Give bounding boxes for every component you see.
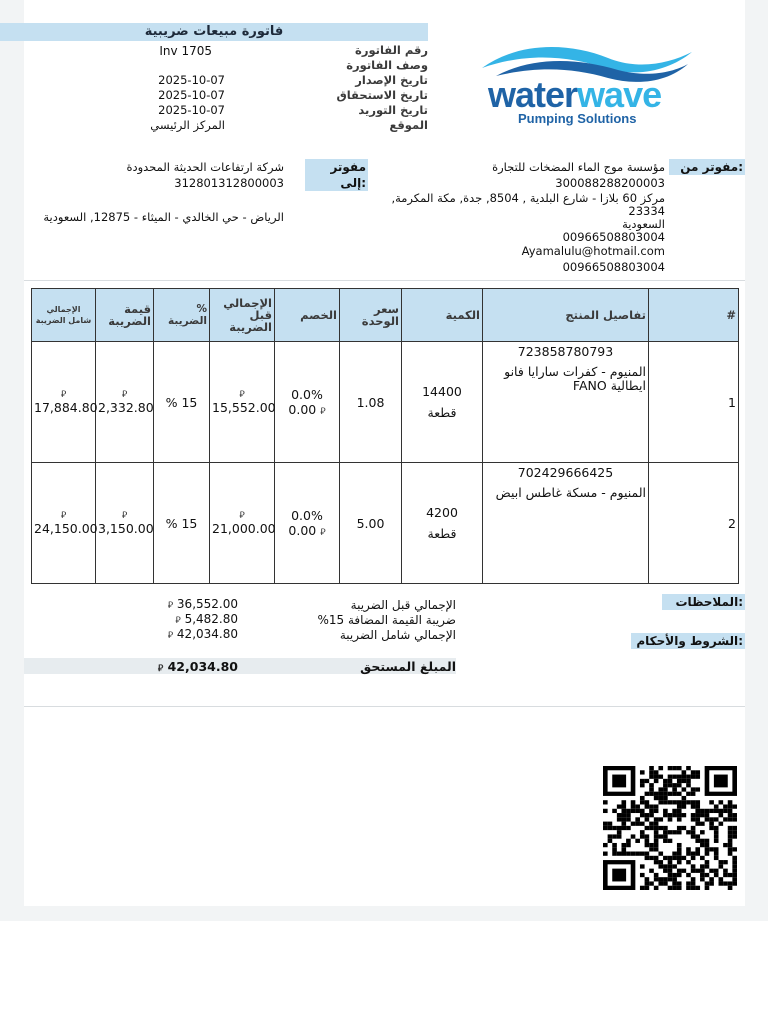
seller-phone-2: 00966508803004	[562, 260, 665, 274]
row-unit-price: 1.08	[340, 342, 402, 463]
invoice-number: Inv 1705	[159, 44, 212, 58]
row-discount-pct: 0.0%	[291, 387, 323, 402]
buyer-vat: 312801312800003	[174, 176, 284, 190]
riyal-icon: ⃁	[121, 511, 128, 521]
row-description: المنيوم - مسكة غاطس ابيض	[495, 485, 646, 500]
row-details	[483, 342, 649, 463]
invoice-title: فاتورة مبيعات ضريبية	[144, 24, 284, 39]
seller-email: Ayamalulu@hotmail.com	[521, 244, 665, 258]
riyal-icon: ⃁	[167, 631, 174, 641]
table-header-row	[32, 289, 739, 342]
seller-country: السعودية	[622, 217, 665, 231]
grand-total-label: الإجمالي شامل الضريبة	[339, 628, 456, 642]
terms-label: الشروط والأحكام:	[631, 633, 745, 649]
riyal-icon: ⃁	[167, 601, 174, 611]
seller-postal: 23334	[628, 204, 665, 218]
header-details: تفاصيل المنتج	[483, 289, 649, 342]
row-qty-cell	[402, 342, 483, 463]
riyal-icon: ⃁	[60, 390, 67, 400]
table-row	[32, 342, 739, 463]
seller-phone: 00966508803004	[562, 230, 665, 244]
header-tax-pct: % الضريبة	[154, 289, 210, 342]
seller-address: مركز 60 بلازا - شارع البلدية , 8504, جدة, مكة المكرمة,	[391, 191, 665, 205]
row-code: 702429666425	[517, 465, 614, 480]
table-row	[32, 463, 739, 584]
row-details	[483, 463, 649, 584]
row-tax-value: 2,332.80	[98, 400, 154, 415]
amount-due-label: المبلغ المستحق	[360, 659, 456, 674]
grand-total: ⃁ 42,034.80	[167, 627, 238, 641]
row-code: 723858780793	[517, 344, 614, 359]
riyal-icon: ⃁	[239, 390, 245, 400]
divider	[24, 280, 745, 281]
footer-divider	[24, 706, 745, 707]
riyal-icon: ⃁	[320, 528, 326, 538]
row-qty: 14400	[422, 384, 462, 399]
issue-date: 2025-10-07	[158, 73, 225, 87]
logo-word-water: water	[488, 74, 578, 115]
row-discount-pct: 0.0%	[291, 508, 323, 523]
row-tax-pct: 15 %	[154, 463, 210, 584]
amount-due: ⃁ 42,034.80	[157, 659, 238, 674]
items-table	[31, 288, 739, 584]
seller-name: مؤسسة موج الماء المضخات للتجارة	[492, 160, 665, 174]
row-discount-value: 0.00 ⃁	[288, 523, 326, 538]
riyal-icon: ⃁	[121, 390, 128, 400]
header-qty: الكمية	[402, 289, 483, 342]
header-discount: الخصم	[275, 289, 340, 342]
vat-label: ضريبة القيمة المضافة 15%	[317, 613, 456, 627]
row-num: 2	[649, 463, 739, 584]
header-tax-value: قيمة الضريبة	[96, 289, 154, 342]
seller-label: مفوتر من:	[669, 159, 745, 175]
due-date: 2025-10-07	[158, 88, 225, 102]
invoice-number-label: رقم الفاتورة	[355, 43, 428, 57]
header-pre-tax: الإجمالي قبل الضريبة	[210, 289, 275, 342]
invoice-description-label: وصف الفاتورة	[346, 58, 428, 72]
row-total: 24,150.00	[34, 521, 98, 536]
row-discount-cell	[275, 463, 340, 584]
row-unit: قطعة	[427, 526, 457, 541]
logo-tagline: Pumping Solutions	[518, 111, 637, 126]
buyer-name: شركة ارتفاعات الحديثة المحدودة	[126, 160, 284, 174]
supply-date: 2025-10-07	[158, 103, 225, 117]
notes-label: الملاحظات:	[662, 594, 745, 610]
riyal-icon: ⃁	[320, 407, 326, 417]
header-unit-price: سعر الوحدة	[340, 289, 402, 342]
pre-tax-total: ⃁ 36,552.00	[167, 597, 238, 611]
header-num: #	[649, 289, 739, 342]
location-label: الموقع	[389, 118, 428, 132]
row-total: 17,884.80	[34, 400, 98, 415]
issue-date-label: تاريخ الإصدار	[355, 73, 428, 87]
row-unit: قطعة	[427, 405, 457, 420]
supply-date-label: تاريخ التوريد	[358, 103, 428, 117]
location-value: المركز الرئيسي	[150, 118, 225, 132]
row-tax-value: 3,150.00	[98, 521, 154, 536]
right-margin	[745, 0, 768, 921]
zatca-qr-code	[603, 766, 737, 890]
left-margin	[0, 0, 24, 921]
row-total-cell	[32, 463, 96, 584]
buyer-address: الرياض - حي الخالدي - الميثاء - 12875, السعودية	[43, 210, 284, 224]
row-pre-tax-cell	[210, 463, 275, 584]
row-pre-tax: 15,552.00	[212, 400, 276, 415]
riyal-icon: ⃁	[175, 616, 181, 626]
due-date-label: تاريخ الاستحقاق	[336, 88, 428, 102]
vat-total: ⃁ 5,482.80	[175, 612, 238, 626]
row-qty-cell	[402, 463, 483, 584]
row-pre-tax: 21,000.00	[212, 521, 276, 536]
riyal-icon: ⃁	[60, 511, 67, 521]
logo-word-wave: wave	[577, 74, 662, 115]
row-tax-pct: 15 %	[154, 342, 210, 463]
row-tax-value-cell	[96, 463, 154, 584]
row-pre-tax-cell	[210, 342, 275, 463]
qr-code-icon	[603, 766, 737, 890]
pre-tax-total-label: الإجمالي قبل الضريبة	[350, 598, 456, 612]
riyal-icon: ⃁	[157, 664, 164, 674]
row-discount-cell	[275, 342, 340, 463]
row-total-cell	[32, 342, 96, 463]
row-qty: 4200	[426, 505, 458, 520]
company-logo	[478, 40, 698, 132]
row-discount-value: 0.00 ⃁	[288, 402, 326, 417]
header-total: الإجمالي شامل الضريبة	[32, 289, 96, 342]
seller-vat: 300088288200003	[555, 176, 665, 190]
riyal-icon: ⃁	[239, 511, 245, 521]
bottom-margin	[0, 906, 768, 921]
row-description: المنيوم - كفرات سارايا فانو ايطالية FANO	[504, 364, 646, 393]
buyer-label: مفوتر إلى:	[305, 159, 368, 191]
row-num: 1	[649, 342, 739, 463]
row-unit-price: 5.00	[340, 463, 402, 584]
row-tax-value-cell	[96, 342, 154, 463]
